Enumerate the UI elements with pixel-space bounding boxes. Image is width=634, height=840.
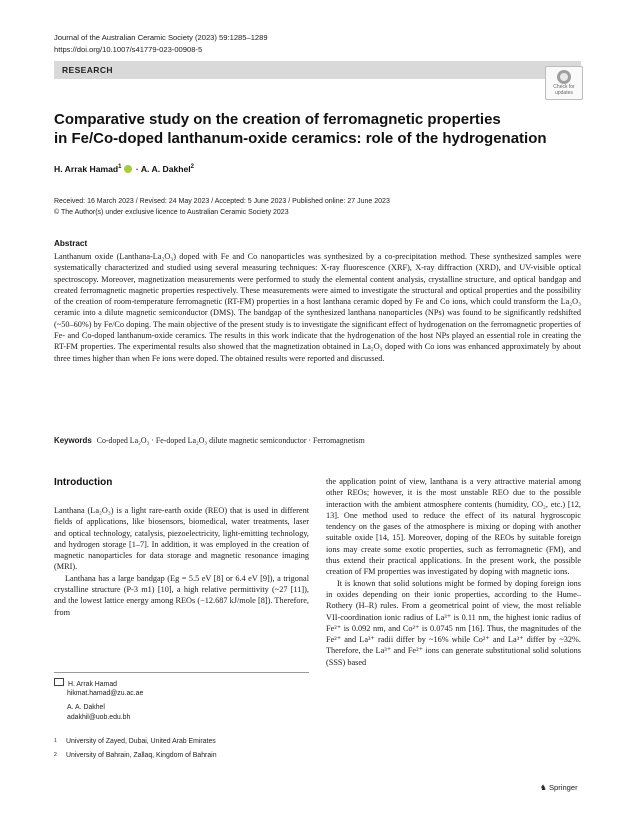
copyright-line: © The Author(s) under exclusive licence to Australian Ceramic Society 2023 xyxy=(54,209,289,216)
author-2-affil: 2 xyxy=(190,164,195,171)
right-column xyxy=(326,476,581,668)
publisher-name: Springer xyxy=(548,783,578,792)
journal-header xyxy=(54,32,268,55)
history-line: Received: 16 March 2023 / Revised: 24 May 2023 / Accepted: 5 June 2023 / Published online: 27 June 2023 xyxy=(54,198,390,205)
abstract-text: Lanthanum oxide (Lanthana-La₂O₃) doped with Fe and Co nanoparticles was synthesized by a co-precipitation method. These synthesized samples were systematically characterized and studied using several measuring techniques: X-ray fluorescence (XRF), X-ray diffraction (XRD), and UV-visible optical spectroscopy. Moreover, magnetization measurements were performed to study the elemental content analysis, crystalline structure, and optical bandgap and created ferromagnetic magnetic properties respectively. These measurements were aimed to investigate the structural and optical properties and the possibility of the creation of room-temperature ferromagnetic (RT-FM) properties in a host lanthana ceramic doped by Fe and Co ions, which could transform the La₂O₃ ceramic into a dilute magnetic semiconductor (DMS). The bandgap of the synthesized lanthana nanoparticles (NPs) was found to be significantly redshifted (~50–60%) by Fe/Co doping. The main objective of the present study is to investigate the significant effect of hydrogenation on the ferromagnetic properties of Fe- and Co-doped lanthanum-oxide ceramics. The results in this work indicate that the hydrogenation of the host NPs played an essential role in creating the RT-FM properties. The experimental results also showed that the magnetization obtained in La₂O₃ doped with Co ions was enhanced approximately by about three times higher than when Fe ions were doped. The obtained results were reported and discussed. xyxy=(54,252,581,363)
springer-logo xyxy=(540,783,578,792)
author-1[interactable]: H. Arrak Hamad xyxy=(54,164,119,174)
intro-paragraph-3: the application point of view, lanthana is a very attractive material among other REOs; however, it is the most unstable REO due to the possible interaction with the ambient atmosphere contents (humidity, CO₂, etc.) [12, 13]. One method used to reduce the effect of its natural hygroscopic tendency on the gases of the atmosphere is mixing or doping with another suitable oxide [14, 15]. Moreover, doping of the REOs by suitable foreign ions may create some exotic properties, such as ferromagnetic (FM), and thus extend their practical applications. In the present work, the possible creation of FM properties was investigated by doping with magnetic ions. xyxy=(326,477,581,577)
corr-email-2[interactable]: adakhil@uob.edu.bh xyxy=(67,713,131,721)
keywords xyxy=(54,436,365,445)
correspondence-block xyxy=(54,678,143,722)
keywords-text: Co-doped La₂O₃ · Fe-doped La₂O₃ dilute magnetic semiconductor · Ferromagnetism xyxy=(96,436,365,445)
left-column xyxy=(54,505,309,618)
affiliation-2-text: University of Bahrain, Zallaq, Kingdom of Bahrain xyxy=(66,752,217,759)
envelope-icon xyxy=(54,678,64,686)
springer-horse-icon: ♞ xyxy=(540,783,547,792)
orcid-icon[interactable] xyxy=(124,165,132,173)
journal-citation: Journal of the Australian Ceramic Society (2023) 59:1285–1289 xyxy=(54,33,268,42)
affiliation-1 xyxy=(54,737,216,746)
intro-paragraph-4: It is known that solid solutions might be formed by doping foreign ions in oxides depending on their ionic properties, according to the Hume–Rothery (H–R) rules. From a geometrical point of view, the most reliable VII-coordination ionic radius of La³⁺ is 0.11 nm, the highest ionic radius of Fe²⁺ is 0.092 nm, and Co²⁺ is 0.0745 nm [16]. Thus, the magnitudes of the Fe²⁺ and La³⁺ radii differ by ~16% while Co²⁺ and La³⁺ differ by ~32%. Therefore, the La³⁺ and Fe²⁺ ions can generate substitutional solid solutions (SSS) based xyxy=(326,578,581,667)
author-list xyxy=(54,164,194,174)
intro-paragraph-2: Lanthana has a large bandgap (Eg = 5.5 eV [8] or 6.4 eV [9]), a trigonal crystalline structure (P-3 m1) [10], a high relative permittivity (~27 [11]), and the lowest lattice energy among REOs (−12.687 kJ/mole [8]). Therefore, from xyxy=(54,573,309,617)
check-for-updates-badge[interactable] xyxy=(545,66,583,100)
footnote-divider xyxy=(54,672,309,673)
corr-email-1[interactable]: hikmat.hamad@zu.ac.ae xyxy=(67,690,144,698)
check-label-2: updates xyxy=(555,89,573,96)
author-separator: · xyxy=(133,164,141,174)
check-updates-icon xyxy=(557,70,571,84)
paper-title xyxy=(54,110,594,148)
title-line-1: Comparative study on the creation of ferromagnetic properties xyxy=(54,111,501,128)
intro-paragraph-1: Lanthana (La₂O₃) is a light rare-earth oxide (REO) that is used in different fields of applications, like biosensors, biomedical, water treatments, laser and optical technology, catalysis, piezoelectricity, light-emitting technology, and hydrogen storage [1–7]. In addition, it was employed in the creation of magnetic nanoparticles for data storage and magnetic resonance imaging (MRI). xyxy=(54,506,309,572)
publication-dates xyxy=(54,196,390,218)
corr-name-2: A. A. Dakhel xyxy=(67,704,105,712)
corr-name-1: H. Arrak Hamad xyxy=(68,681,118,688)
keywords-label: Keywords xyxy=(54,436,92,445)
section-band xyxy=(54,61,581,79)
affiliation-1-num: 1 xyxy=(54,738,57,744)
author-1-affil: 1 xyxy=(118,164,122,171)
check-label-1: Check for xyxy=(553,84,575,90)
introduction-heading: Introduction xyxy=(54,477,113,488)
affiliation-2-num: 2 xyxy=(54,752,57,758)
section-label: RESEARCH xyxy=(62,65,113,75)
title-line-2: in Fe/Co-doped lanthanum-oxide ceramics: role of the hydrogenation xyxy=(54,130,547,147)
doi-link[interactable]: https://doi.org/10.1007/s41779-023-00908-5 xyxy=(54,44,203,54)
author-2[interactable]: A. A. Dakhel xyxy=(140,164,191,174)
abstract-heading: Abstract xyxy=(54,239,88,248)
affiliation-2 xyxy=(54,751,217,760)
affiliation-1-text: University of Zayed, Dubai, United Arab Emirates xyxy=(66,738,216,745)
